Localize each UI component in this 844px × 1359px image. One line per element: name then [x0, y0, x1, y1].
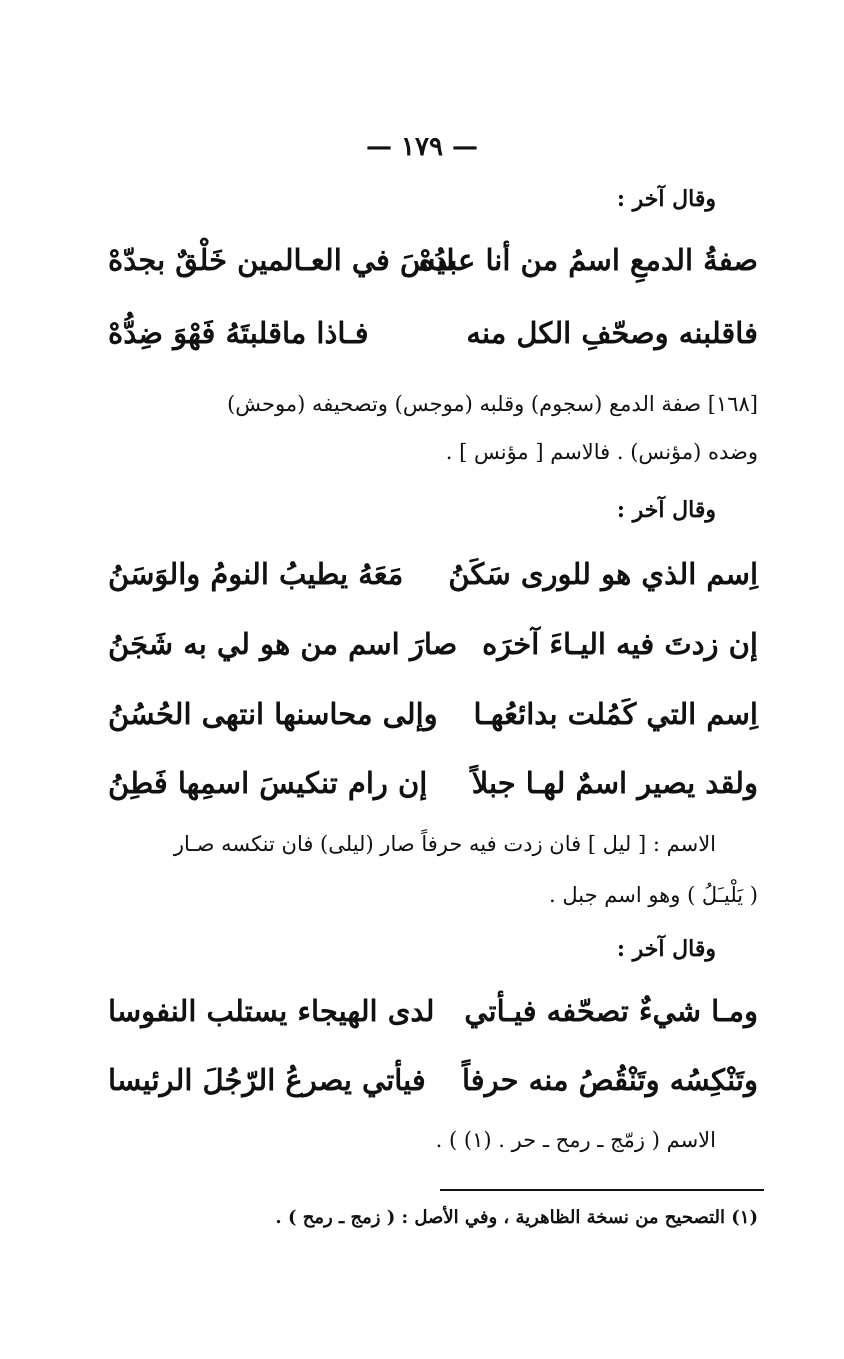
verse-2-1-first-hemistich: اِسم الذي هو للورى سَكَنُ	[448, 557, 758, 591]
verse-2-4-first-hemistich: ولقد يصير اسمٌ لهـا جبلاً	[471, 766, 758, 800]
verse-1-2-second-hemistich: فـاذا ماقلبتَهُ فَهْوَ ضِدُّهْ	[108, 316, 369, 350]
verse-3-1-first-hemistich: ومـا شيءٌ تصحّفه فيـأتي	[464, 994, 758, 1028]
verse-3-2-second-hemistich: فيأتي يصرعُ الرّجُلَ الرئيسا	[108, 1063, 426, 1097]
verse-2-3-second-hemistich: وإلى محاسنها انتهى الحُسُنُ	[108, 697, 438, 731]
poem-intro-2: وقال آخر :	[616, 497, 716, 523]
explanation-1-line-2: وضده (مؤنس) . فالاسم [ مؤنس ] .	[445, 440, 758, 464]
explanation-3-line-1: الاسم ( زمّج ـ رمح ـ حر . (١) ) .	[435, 1128, 716, 1152]
verse-1-1-first-hemistich: صفةُ الدمعِ اسمُ من أنا عبدُهْ	[418, 243, 758, 277]
poem-intro-3: وقال آخر :	[616, 936, 716, 962]
verse-2-4-second-hemistich: إن رام تنكيسَ اسمِها فَطِنُ	[108, 766, 428, 800]
verse-2-3-first-hemistich: اِسم التي كَمُلت بدائعُهـا	[473, 697, 758, 731]
verse-1-2-first-hemistich: فاقلبنه وصحّفِ الكل منه	[466, 316, 758, 350]
verse-3-2-first-hemistich: وتَنْكِسُه وتَنْقُصُ منه حرفاً	[461, 1063, 758, 1097]
verse-2-2-second-hemistich: صارَ اسم من هو لي به شَجَنُ	[108, 627, 458, 661]
page-number: — ١٧٩ —	[365, 132, 479, 162]
verse-1-1-second-hemistich: ليسَ في العـالمين خَلْقٌ بجدّهْ	[108, 243, 455, 277]
explanation-1-line-1: [١٦٨] صفة الدمع (سجوم) وقلبه (موجس) وتصحيفه (موحش)	[227, 392, 758, 416]
explanation-2-line-1: الاسم : [ ليل ] فان زدت فيه حرفاً صار (ليلى) فان تنكسه صـار	[173, 832, 716, 856]
poem-intro-1: وقال آخر :	[616, 186, 716, 212]
footnote-separator	[440, 1189, 764, 1191]
verse-2-1-second-hemistich: مَعَهُ يطيبُ النومُ والوَسَنُ	[108, 557, 404, 591]
footnote: (١) التصحيح من نسخة الظاهرية ، وفي الأصل : ( زمج ـ رمح ) .	[275, 1207, 758, 1228]
explanation-2-line-2: ( يَلْيـَلُ ) وهو اسم جبل .	[549, 883, 758, 907]
verse-3-1-second-hemistich: لدى الهيجاء يستلب النفوسا	[108, 994, 435, 1028]
verse-2-2-first-hemistich: إن زدتَ فيه اليـاءَ آخرَه	[482, 627, 758, 661]
